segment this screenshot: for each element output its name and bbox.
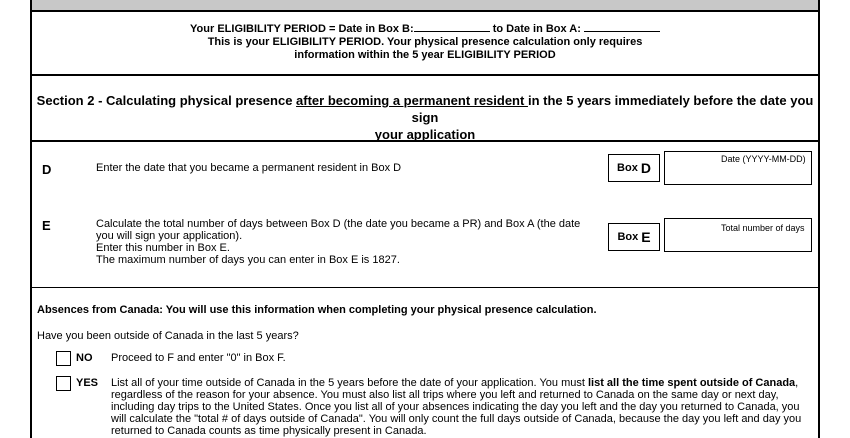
eligibility-line1-b: to Date in Box A: <box>492 23 581 35</box>
box-d-word: Box <box>617 162 638 174</box>
row-e-letter: E <box>42 218 51 233</box>
eligibility-line1-a: Your ELIGIBILITY PERIOD = Date in Box B: <box>190 23 414 35</box>
no-checkbox[interactable] <box>56 351 71 366</box>
absences-question: Have you been outside of Canada in the last 5 years? <box>37 330 299 342</box>
section-2-block <box>30 76 820 142</box>
box-d-hint: Date (YYYY-MM-DD) <box>721 154 806 164</box>
yes-line: will calculate the "total # of days outside of Canada". You will only count the full days outside of Canada, because the day you left and day you <box>111 413 802 425</box>
yes-instruction <box>111 377 801 437</box>
section-2-underlined: after becoming a permanent resident <box>296 93 528 108</box>
box-d-label <box>608 154 660 182</box>
box-a-blank <box>584 22 660 32</box>
yes-line1-b: list all the time spent outside of Canada <box>587 377 796 389</box>
box-e-days-field[interactable] <box>664 218 812 252</box>
box-e-hint: Total number of days <box>721 223 805 233</box>
box-e-letter: E <box>641 229 651 245</box>
box-d-letter: D <box>640 160 651 176</box>
row-e-instruction <box>96 218 580 266</box>
box-b-blank <box>414 22 490 32</box>
rows-d-e-block <box>30 142 820 288</box>
no-instruction: Proceed to F and enter "0" in Box F. <box>111 352 286 364</box>
yes-line1-c: , <box>795 377 799 389</box>
yes-line: returned to Canada counts as time physically present in Canada. <box>111 425 427 437</box>
section-2-heading <box>32 92 818 143</box>
yes-line1-a: List all of your time outside of Canada in the 5 years before the date of your application. You must <box>111 377 588 389</box>
row-e-line: you will sign your application). <box>96 230 243 242</box>
absences-block <box>30 288 820 438</box>
yes-line: including day trips to the United States. Once you list all of your absences indicating the day you left and the day you returned to Canada, you <box>111 401 800 413</box>
eligibility-line2: This is your ELIGIBILITY PERIOD. Your physical presence calculation only requires <box>207 36 643 48</box>
yes-label: YES <box>76 377 99 389</box>
box-e-word: Box <box>617 231 639 243</box>
row-e-line: The maximum number of days you can enter in Box E is 1827. <box>96 254 400 266</box>
eligibility-period-block <box>30 12 820 76</box>
yes-line: regardless of the reason for your absence. You must also list all trips where you left and returned to Canada on the same day or next day, <box>111 389 779 401</box>
row-d-instruction: Enter the date that you became a permanent resident in Box D <box>96 162 402 174</box>
row-e-line: Calculate the total number of days between Box D (the date you became a PR) and Box A (the date <box>96 218 581 230</box>
section-2-line2: your application <box>374 127 476 142</box>
section-2-prefix: Section 2 - Calculating physical presence <box>36 93 297 108</box>
eligibility-line3: information within the 5 year ELIGIBILITY PERIOD <box>294 49 556 61</box>
box-d-date-field[interactable] <box>664 151 812 185</box>
no-label: NO <box>76 352 93 364</box>
absences-title: Absences from Canada: You will use this information when completing your physical presence calculation. <box>37 304 597 316</box>
yes-checkbox[interactable] <box>56 376 71 391</box>
row-d-letter: D <box>42 162 52 177</box>
header-bar <box>30 0 820 12</box>
section-2-suffix: in the 5 years immediately before the date you sign <box>411 93 814 125</box>
eligibility-text <box>32 22 818 62</box>
row-e-line: Enter this number in Box E. <box>96 242 230 254</box>
box-e-label <box>608 223 660 251</box>
